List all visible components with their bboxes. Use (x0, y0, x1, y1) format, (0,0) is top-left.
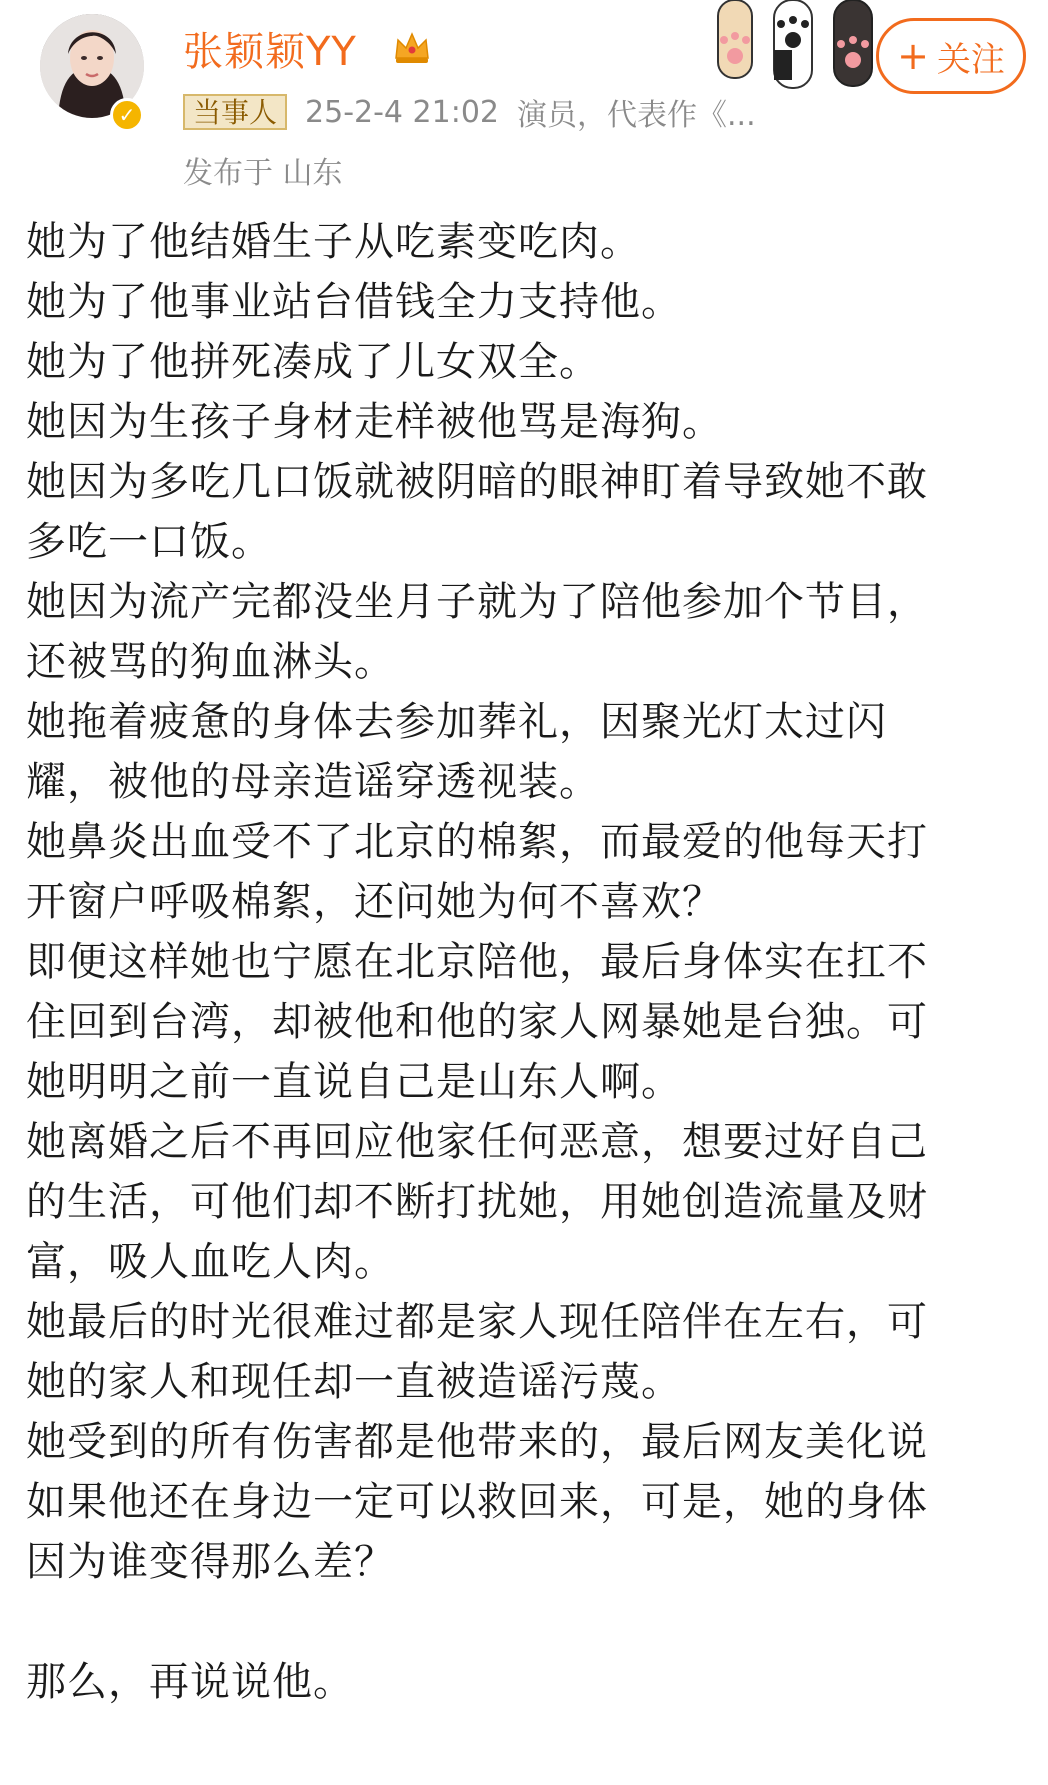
content-line: 她为了他事业站台借钱全力支持他。 (26, 279, 682, 325)
post-header (0, 0, 1048, 200)
crown-icon (392, 30, 432, 64)
content-line: 开窗户呼吸棉絮，还问她为何不喜欢？ (26, 879, 723, 925)
content-line: 那么，再说说他。 (26, 1659, 354, 1705)
content-line: 即便这样她也宁愿在北京陪他，最后身体实在扛不 (26, 939, 928, 985)
content-line: 多吃一口饭。 (26, 519, 272, 565)
content-line: 她拖着疲惫的身体去参加葬礼，因聚光灯太过闪 (26, 699, 887, 745)
status-badge: 当事人 (183, 94, 287, 130)
content-line: 她因为生孩子身材走样被他骂是海狗。 (26, 399, 723, 445)
content-line: 她为了他拼死凑成了儿女双全。 (26, 339, 600, 385)
post-meta (183, 92, 756, 132)
content-line: 如果他还在身边一定可以救回来，可是，她的身体 (26, 1479, 928, 1525)
content-line: 住回到台湾，却被他和他的家人网暴她是台独。可 (26, 999, 928, 1045)
follow-label: 关注 (936, 39, 1005, 80)
cat-paws-decoration-icon (712, 0, 892, 96)
content-line: 还被骂的狗血淋头。 (26, 639, 395, 685)
content-line: 她为了他结婚生子从吃素变吃肉。 (26, 219, 641, 265)
content-line: 她受到的所有伤害都是他带来的，最后网友美化说 (26, 1419, 928, 1465)
content-line: 她因为多吃几口饭就被阴暗的眼神盯着导致她不敢 (26, 459, 928, 505)
content-line: 耀，被他的母亲造谣穿透视装。 (26, 759, 600, 805)
content-line: 她的家人和现任却一直被造谣污蔑。 (26, 1359, 682, 1405)
verified-badge-icon: ✓ (110, 98, 144, 132)
plus-icon: + (897, 34, 929, 78)
content-line: 她鼻炎出血受不了北京的棉絮，而最爱的他每天打 (26, 819, 928, 865)
content-blank-line (26, 1592, 1026, 1652)
content-line: 因为谁变得那么差？ (26, 1539, 395, 1585)
content-line: 她最后的时光很难过都是家人现任陪伴在左右，可 (26, 1299, 928, 1345)
post-timestamp: 25-2-4 21:02 (305, 94, 500, 130)
user-bio: 演员，代表作《... (517, 98, 756, 133)
username[interactable]: 张颖颖YY (183, 29, 357, 75)
post-content (26, 212, 1026, 1712)
follow-button[interactable] (876, 18, 1026, 94)
content-line: 富，吸人血吃人肉。 (26, 1239, 395, 1285)
post-location: 发布于 山东 (183, 156, 343, 191)
content-line: 的生活，可他们却不断打扰她，用她创造流量及财 (26, 1179, 928, 1225)
content-line: 她明明之前一直说自己是山东人啊。 (26, 1059, 682, 1105)
content-line: 她因为流产完都没坐月子就为了陪他参加个节目， (26, 579, 928, 625)
content-line: 她离婚之后不再回应他家任何恶意，想要过好自己 (26, 1119, 928, 1165)
